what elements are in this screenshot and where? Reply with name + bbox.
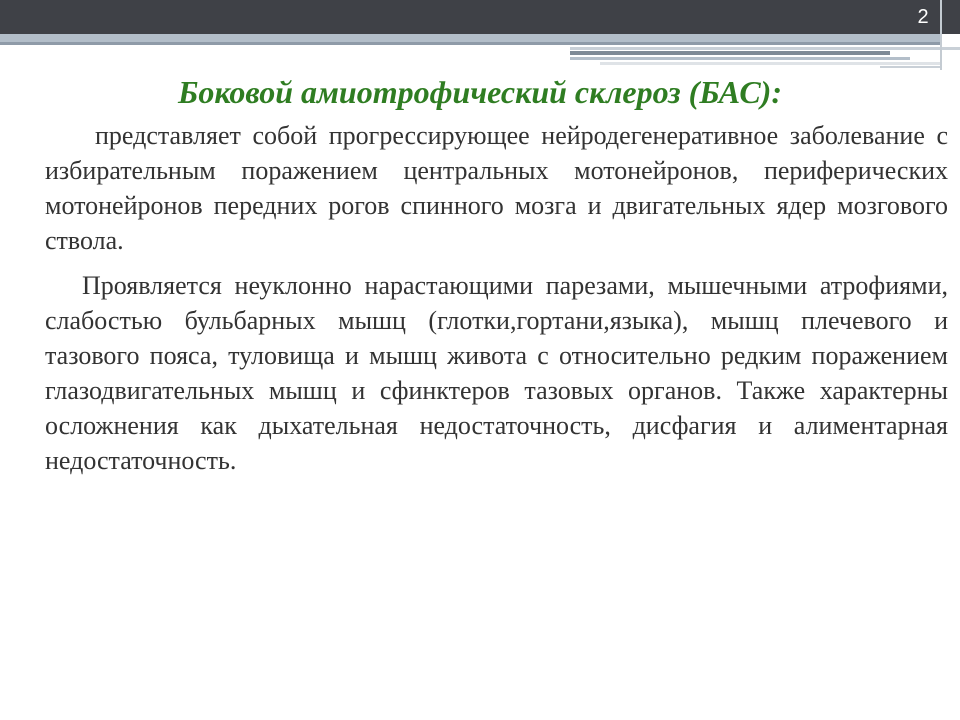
decor-stripe xyxy=(600,62,940,65)
slide-title: Боковой амиотрофический склероз (БАС): xyxy=(178,74,782,110)
paragraph: Проявляется неуклонно нарастающими парезами, мышечными атрофиями, слабостью бульбарных мышц (глотки,гортани,языка), мышц плечевого и тазового пояса, туловища и мышц живота с относительно редким поражением глазодвигательных мышц и сфинктеров тазовых органов. Также характерны осложнения как дыхательная недостаточность, дисфагия и алиментарная недостаточность. xyxy=(45,271,948,475)
decor-stripe xyxy=(0,42,940,45)
header-band xyxy=(0,0,960,34)
decor-stripe xyxy=(570,57,910,60)
decor-vertical-line xyxy=(940,0,942,70)
slide-body xyxy=(45,118,948,488)
decor-stripe xyxy=(570,47,960,50)
decor-stripe xyxy=(880,66,940,68)
paragraph: представляет собой прогрессирующее нейродегенеративное заболевание с избирательным поражением центральных мотонейронов, периферических мотонейронов передних рогов спинного мозга и двигательных ядер мозгового ствола. xyxy=(45,121,948,255)
decor-stripe xyxy=(0,34,940,42)
decor-stripe xyxy=(570,51,890,55)
slide-number: 2 xyxy=(917,6,929,28)
